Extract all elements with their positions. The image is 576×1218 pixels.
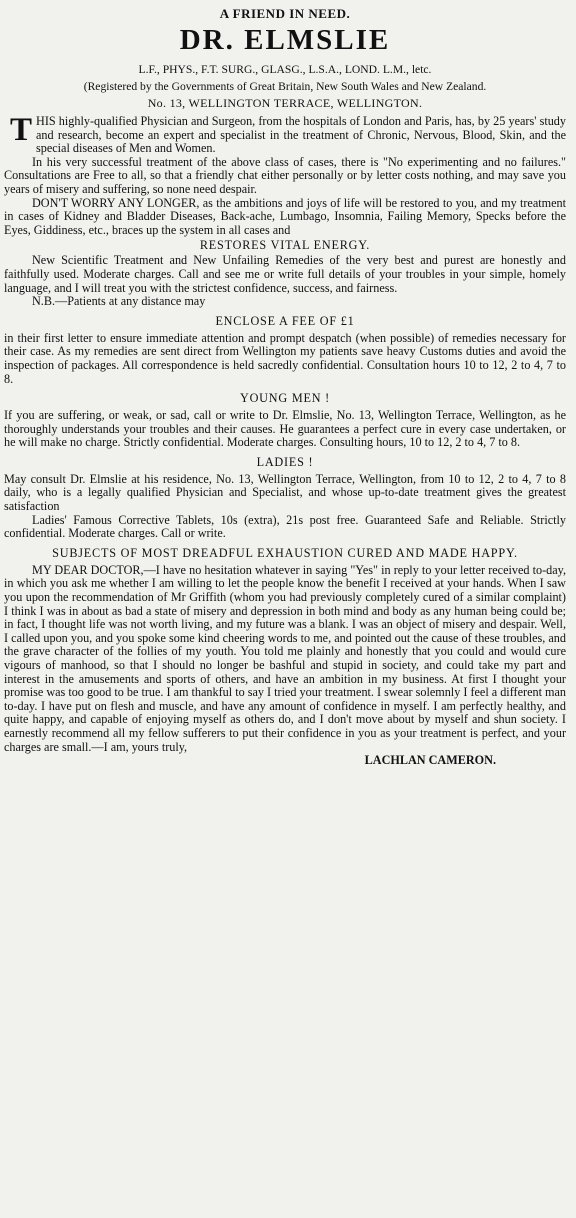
testimonial-letter: MY DEAR DOCTOR,—I have no hesitation whatever in saying "Yes" in reply to your letter received to-day, in which you ask me whether I am willing to let the people know the benefit I received at your hands. When I saw you upon the recommendation of Mr Griffith (whom you had previously completely cured of a similar complaint) I think I was in about as bad a state of misery and depression in both mind and body as any human being could be; in fact, I thought life was not worth living, and my future was a blank. I was an object of misery and despair. Well, I called upon you, and you spoke some kind cheering words to me, and pointed out the cause of these troubles, and the grave character of the follies of my youth. You told me plainly and honestly that you could and would cure vigours of manhood, so that I should no longer be bashful and stupid in society, and could take my part and interest in the amusements and sports of others, and have an ambition in my business. At first I thought your promise was too good to be true. I am thankful to say I tried your treatment. I swear solemnly I feel a different man to-day. I have put on flesh and muscle, and have any amount of confidence in myself. I am perfectly healthy, and quite happy, and capable of enjoying myself as others do, and I don't move about by myself and shun society. I earnestly recommend all my fellow sufferers to put their confidence in you as your treatment is perfect, and your charges are small.—I am, yours truly, (4, 562, 566, 754)
registration-note: (Registered by the Governments of Great Britain, New South Wales and New Zealand. (83, 79, 487, 93)
treatment-paragraph: In his very successful treatment of the above class of cases, there is "No experimenting and no failures." Consultations are Free to all, so that a friendly chat either personally or by letter costs nothing, and may save you years of misery and suffering, so none need despair. (4, 154, 566, 196)
intro-text: HIS highly-qualified Physician and Surgeon, from the hospitals of London and Paris, has, by 25 years' study and research, become an expert and specialist in the treatment of Chronic, Nervous, Blood, Skin, and the special diseases of Men and Women. (36, 114, 566, 156)
heading-young-men: YOUNG MEN ! (239, 391, 331, 406)
ladies-paragraph: May consult Dr. Elmslie at his residence, No. 13, Wellington Terrace, Wellington, from 10 to 12, 2 to 4, 7 to 8 daily, who is a legally qualified Physician and Specialist, and whose up-to-date treatment gives the greatest satisfaction (4, 471, 566, 514)
intro-paragraph (4, 112, 566, 156)
address: No. 13, WELLINGTON TERRACE, WELLINGTON. (147, 96, 423, 110)
tablets-paragraph: Ladies' Famous Corrective Tablets, 10s (extra), 21s post free. Guaranteed Safe and Reliable. Strictly confidential. Moderate charges. Call or write. (4, 512, 566, 541)
drop-cap: T (10, 112, 33, 148)
signature: LACHLAN CAMERON. (364, 753, 496, 768)
nb-note: N.B.—Patients at any distance may (32, 294, 206, 309)
heading-fee: ENCLOSE A FEE OF £1 (215, 313, 355, 328)
kicker: A FRIEND IN NEED. (219, 6, 351, 21)
page-title: DR. ELMSLIE (179, 24, 391, 56)
heading-testimonial: SUBJECTS OF MOST DREADFUL EXHAUSTION CURED AND MADE HAPPY. (52, 545, 518, 560)
remedies-paragraph: New Scientific Treatment and New Unfailing Remedies of the very best and purest are honestly and faithfully used. Moderate charges. Call and see me or write full details of your troubles in your simple, homely language, and I will treat you with the strictest confidence, success, and fairness. (4, 253, 566, 295)
fee-paragraph: in their first letter to ensure immediate attention and prompt despatch (when possible) of remedies necessary for their case. As my remedies are sent direct from Wellington my patients save heavy Customs duties and avoid the inspection of packages. All correspondence is held sacredly confidential. Consultation hours 10 to 12, 2 to 4, 7 to 8. (4, 330, 566, 386)
credentials: L.F., PHYS., F.T. SURG., GLASG., L.S.A., LOND. L.M., letc. (138, 63, 432, 76)
young-men-paragraph: If you are suffering, or weak, or sad, call or write to Dr. Elmslie, No. 13, Wellington Terrace, Wellington, as he thoroughly understands your troubles and their causes. He guarantees a perfect cure in every case undertaken, or he will make no charge. Strictly confidential. Moderate charges. Consulting hours, 10 to 12, 2 to 4, 7 to 8. (4, 408, 566, 450)
heading-ladies: LADIES ! (256, 454, 314, 469)
dont-worry-paragraph: DON'T WORRY ANY LONGER, as the ambitions and joys of life will be restored to you, and my treatment in cases of Kidney and Bladder Diseases, Back-ache, Lumbago, Insomnia, Failing Memory, Specks before the Eyes, Giddiness, etc., braces up the system in all cases and (4, 195, 566, 237)
heading-vital-energy: RESTORES VITAL ENERGY. (199, 238, 371, 253)
